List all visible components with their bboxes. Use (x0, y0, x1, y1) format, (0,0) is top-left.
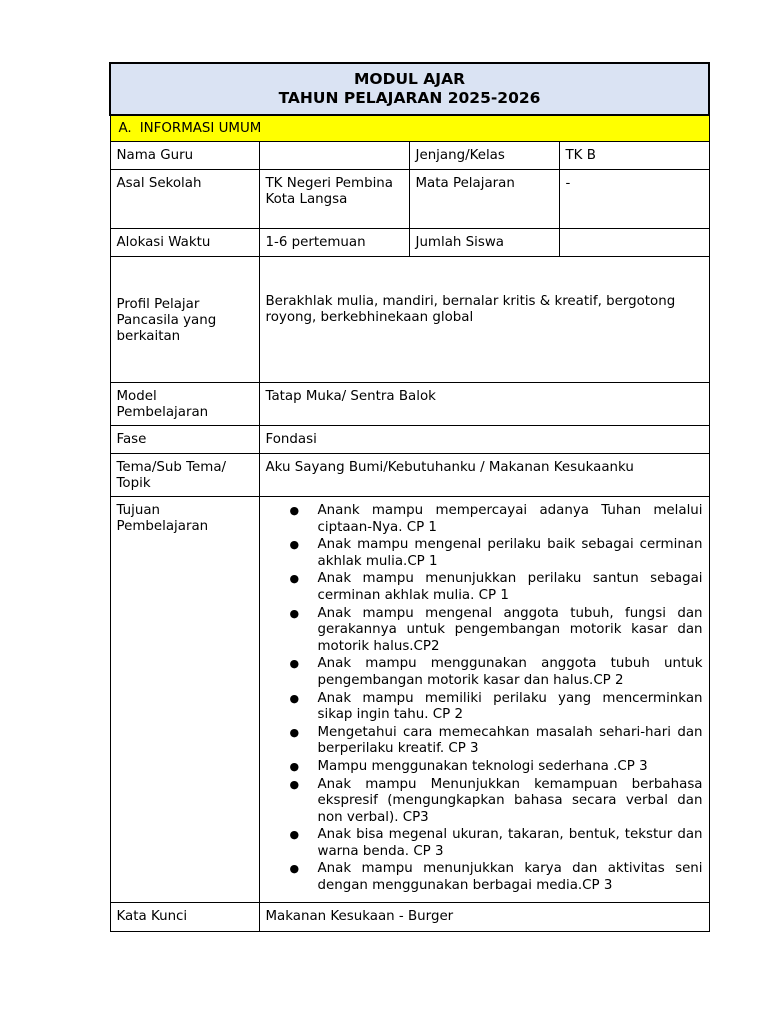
mata-pelajaran-value: - (559, 170, 709, 229)
bullet-icon: ● (289, 691, 300, 705)
list-item-text: Anak mampu menggunakan anggota tubuh untuk pengembangan motorik kasar dan halus.CP 2 (317, 656, 703, 688)
list-item (266, 861, 703, 894)
bullet-icon: ● (289, 828, 300, 842)
list-item (266, 691, 703, 724)
list-item-text: Anak bisa megenal ukuran, takaran, bentuk, tekstur dan warna benda. CP 3 (317, 827, 703, 859)
table-row (110, 383, 709, 426)
section-heading (110, 115, 709, 142)
section-title: INFORMASI UMUM (139, 121, 262, 136)
bullet-icon: ● (289, 777, 300, 791)
title-line-2: TAHUN PELAJARAN 2025-2026 (278, 89, 541, 107)
alokasi-value: 1-6 pertemuan (259, 229, 409, 257)
list-item (266, 725, 703, 758)
document-title (110, 63, 709, 115)
table-row (110, 497, 709, 903)
tema-value: Aku Sayang Bumi/Kebutuhanku / Makanan Kesukaanku (259, 454, 709, 497)
table-row (110, 454, 709, 497)
bullet-icon: ● (289, 759, 300, 773)
list-item (266, 571, 703, 604)
mata-pelajaran-label: Mata Pelajaran (409, 170, 559, 229)
jenjang-value: TK B (559, 142, 709, 170)
jumlah-siswa-value (559, 229, 709, 257)
bullet-icon: ● (289, 606, 300, 620)
bullet-icon: ● (289, 538, 300, 552)
bullet-icon: ● (289, 862, 300, 876)
model-value: Tatap Muka/ Sentra Balok (259, 383, 709, 426)
module-table (109, 62, 710, 932)
asal-sekolah-value: TK Negeri Pembina Kota Langsa (259, 170, 409, 229)
list-item (266, 503, 703, 536)
nama-guru-label: Nama Guru (110, 142, 259, 170)
list-item-text: Mampu menggunakan teknologi sederhana .CP 3 (317, 758, 648, 774)
tujuan-label: Tujuan Pembelajaran (110, 497, 259, 903)
asal-sekolah-label: Asal Sekolah (110, 170, 259, 229)
jumlah-siswa-label: Jumlah Siswa (409, 229, 559, 257)
table-row (110, 902, 709, 931)
list-item-text: Anak mampu menunjukkan perilaku santun sebagai cerminan akhlak mulia. CP 1 (317, 571, 703, 603)
list-item (266, 656, 703, 689)
list-item (266, 759, 703, 776)
list-item-text: Mengetahui cara memecahkan masalah sehari-hari dan berperilaku kreatif. CP 3 (317, 724, 703, 757)
alokasi-label: Alokasi Waktu (110, 229, 259, 257)
title-line-1: MODUL AJAR (353, 70, 466, 88)
bullet-icon: ● (289, 504, 300, 517)
list-item-text: Anak mampu menunjukkan karya dan aktivitas seni dengan menggunakan berbagai media.CP 3 (317, 861, 703, 894)
profil-label: Profil Pelajar Pancasila yang berkaitan (110, 257, 259, 383)
table-row (110, 170, 709, 229)
tema-label: Tema/Sub Tema/ Topik (110, 454, 259, 497)
tujuan-list-cell (259, 497, 709, 903)
list-item (266, 827, 703, 860)
list-item-text: Anak mampu Menunjukkan kemampuan berbahasa ekspresif (mengungkapkan bahasa secara verbal dan non verbal). CP3 (317, 776, 703, 825)
list-item-text: Anak mampu mengenal anggota tubuh, fungsi dan gerakannya untuk pengembangan motorik kasar dan motorik halus.CP2 (317, 605, 703, 654)
table-row (110, 426, 709, 454)
fase-value: Fondasi (259, 426, 709, 454)
fase-label: Fase (110, 426, 259, 454)
jenjang-label: Jenjang/Kelas (409, 142, 559, 170)
list-item (266, 777, 703, 827)
nama-guru-value (259, 142, 409, 170)
section-letter: A. (118, 121, 132, 136)
tujuan-list (266, 503, 703, 895)
list-item (266, 537, 703, 570)
header-row (110, 63, 709, 115)
list-item-text: Anak mampu mengenal perilaku baik sebagai cerminan akhlak mulia.CP 1 (317, 537, 703, 569)
list-item-text: Anak mampu memiliki perilaku yang mencerminkan sikap ingin tahu. CP 2 (317, 690, 703, 723)
bullet-icon: ● (289, 657, 300, 671)
kata-kunci-value: Makanan Kesukaan - Burger (259, 902, 709, 931)
model-label: Model Pembelajaran (110, 383, 259, 426)
bullet-icon: ● (289, 572, 300, 586)
bullet-icon: ● (289, 725, 300, 739)
profil-value: Berakhlak mulia, mandiri, bernalar kritis & kreatif, bergotong royong, berkebhinekaan global (259, 257, 709, 383)
table-row (110, 229, 709, 257)
section-row (110, 115, 709, 142)
list-item-text: Anank mampu mempercayai adanya Tuhan melalui ciptaan-Nya. CP 1 (317, 503, 703, 535)
table-row (110, 142, 709, 170)
table-row (110, 257, 709, 383)
kata-kunci-label: Kata Kunci (110, 902, 259, 931)
list-item (266, 606, 703, 656)
